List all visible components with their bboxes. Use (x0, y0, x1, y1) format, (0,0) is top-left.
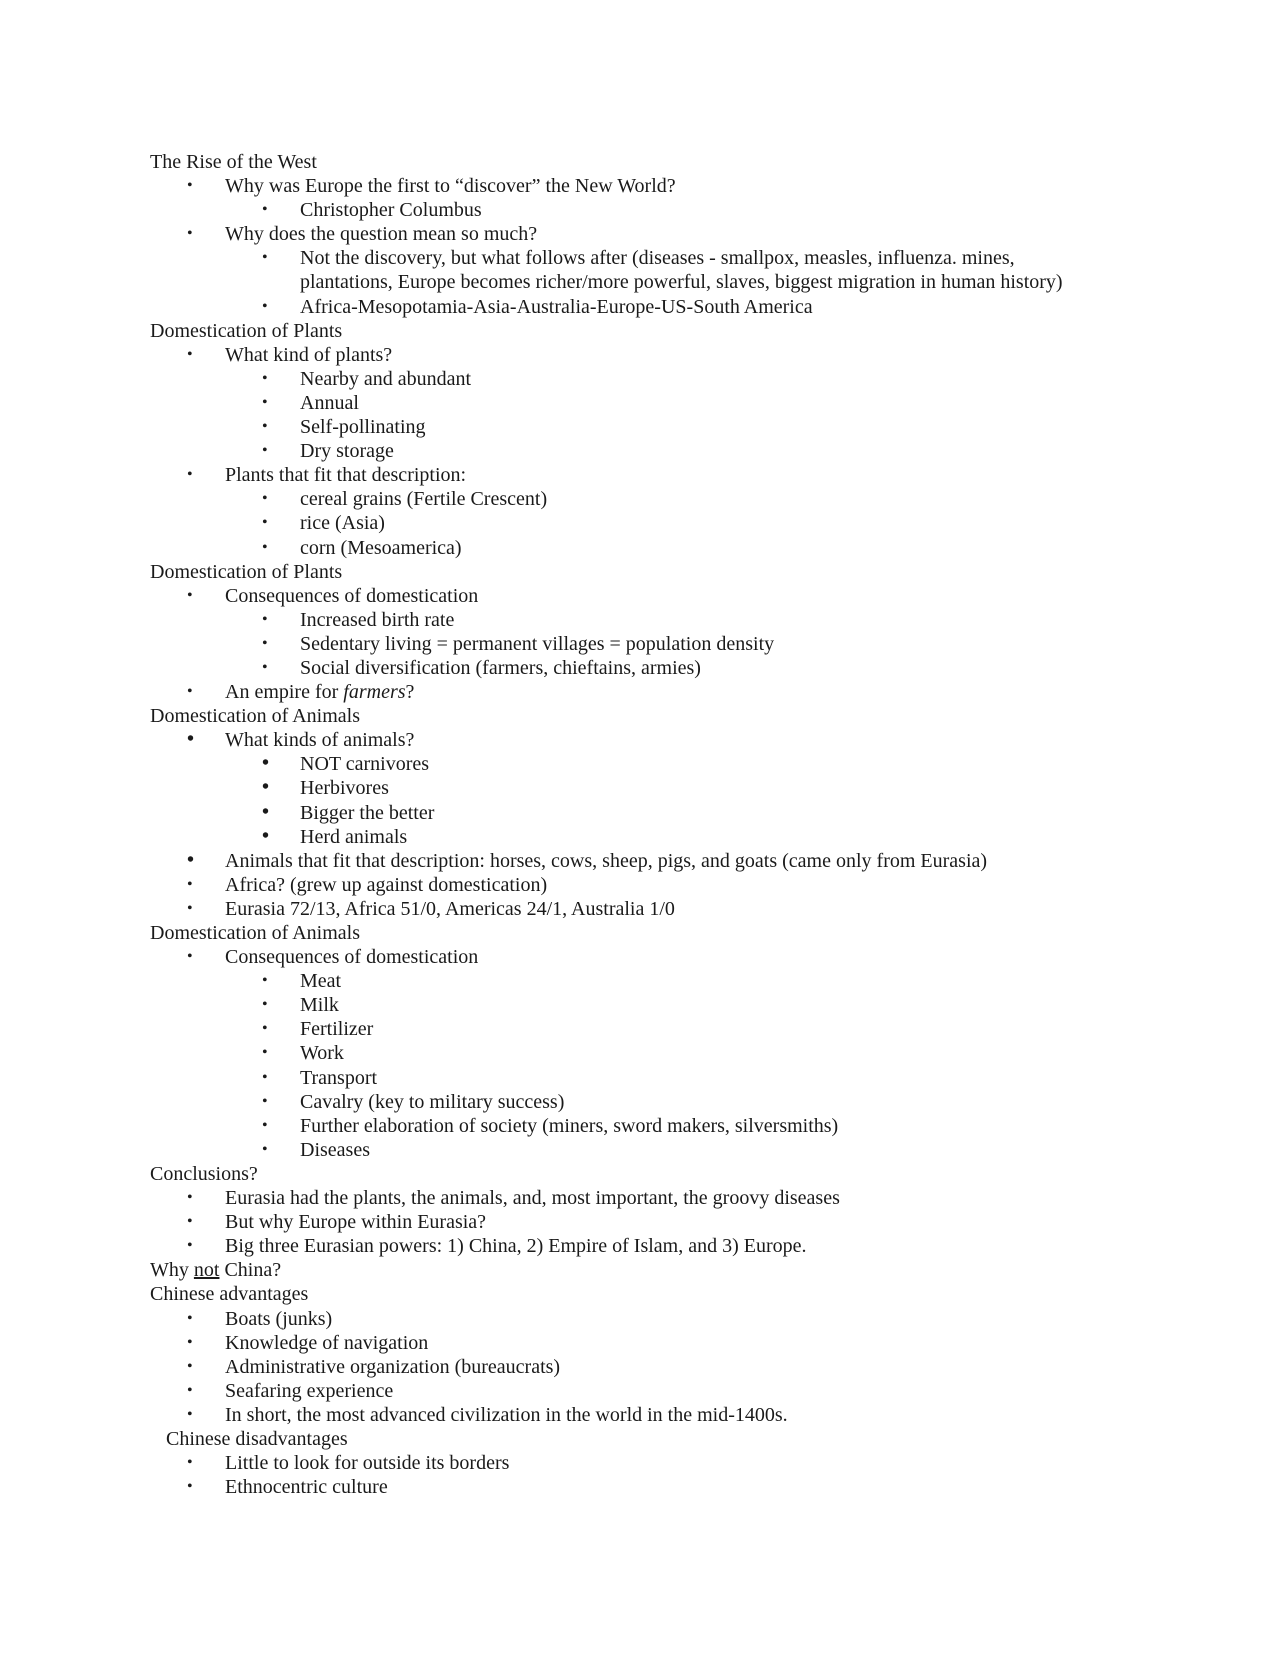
bullet-icon: • (187, 1454, 193, 1472)
bullet-icon: • (187, 1405, 193, 1423)
line-text: Conclusions? (150, 1162, 258, 1185)
sub-bullet-item (150, 1041, 1150, 1065)
line-text: The Rise of the West (150, 151, 317, 173)
bullet-icon: • (262, 1140, 268, 1158)
bullet-icon: • (262, 800, 270, 823)
bullet-item (150, 849, 1150, 873)
line-text: Social diversification (farmers, chieftains, armies) (300, 656, 701, 679)
line-text: Domestication of Animals (150, 705, 360, 728)
line-text: Dry storage (300, 440, 394, 463)
line-text: Big three Eurasian powers: 1) China, 2) Empire of Islam, and 3) Europe. (225, 1235, 807, 1258)
bullet-item (150, 945, 1150, 969)
line-text: Boats (junks) (225, 1307, 333, 1330)
sub-bullet-item (150, 1138, 1150, 1162)
sub-bullet-item (150, 198, 1150, 222)
bullet-icon: • (262, 824, 270, 847)
bullet-item (150, 680, 1150, 704)
bullet-icon: • (262, 1020, 268, 1038)
bullet-icon: • (187, 875, 193, 893)
section-heading (150, 1162, 1150, 1186)
sub-bullet-item (150, 295, 1150, 319)
bullet-icon: • (262, 752, 270, 775)
sub-bullet-item (150, 1114, 1150, 1138)
line-text: Consequences of domestication (225, 584, 479, 607)
bullet-item (150, 1475, 1150, 1499)
line-text: Ethnocentric culture (225, 1476, 388, 1499)
sub-bullet-item (150, 656, 1150, 680)
bullet-icon: • (262, 1092, 268, 1110)
bullet-item (150, 584, 1150, 608)
bullet-icon: • (262, 369, 268, 387)
section-heading (150, 1258, 1150, 1282)
bullet-item (150, 222, 1150, 246)
line-text: Administrative organization (bureaucrats) (225, 1355, 561, 1378)
sub-bullet-item (150, 270, 1150, 294)
bullet-icon: • (187, 225, 193, 243)
line-text: Self-pollinating (300, 416, 426, 439)
line-text: NOT carnivores (300, 753, 430, 776)
bullet-icon: • (262, 538, 268, 556)
bullet-icon: • (262, 490, 268, 508)
section-heading (150, 1282, 1150, 1306)
bullet-icon: • (187, 1189, 193, 1207)
sub-bullet-item (150, 1017, 1150, 1041)
bullet-item (150, 1331, 1150, 1355)
bullet-icon: • (262, 297, 268, 315)
bullet-item (150, 1403, 1150, 1427)
bullet-icon: • (187, 728, 195, 751)
bullet-icon: • (187, 1333, 193, 1351)
bullet-icon: • (262, 634, 268, 652)
line-text: Africa-Mesopotamia-Asia-Australia-Europe-US-South America (300, 295, 813, 318)
line-text: Increased birth rate (300, 608, 455, 631)
line-text: plantations, Europe becomes richer/more powerful, slaves, biggest migration in human history) (300, 271, 1063, 294)
sub-bullet-item (150, 439, 1150, 463)
bullet-icon: • (187, 586, 193, 604)
line-text: Seafaring experience (225, 1379, 394, 1402)
bullet-icon: • (187, 1237, 193, 1255)
bullet-icon: • (187, 1478, 193, 1496)
bullet-icon: • (187, 848, 195, 871)
bullet-icon: • (187, 345, 193, 363)
bullet-icon: • (262, 514, 268, 532)
line-text: Not the discovery, but what follows after (diseases - smallpox, measles, influenza. mines, (300, 247, 1015, 270)
document-body (150, 150, 1150, 1499)
bullet-item (150, 1307, 1150, 1331)
line-text: Eurasia 72/13, Africa 51/0, Americas 24/1, Australia 1/0 (225, 897, 675, 920)
line-text: But why Europe within Eurasia? (225, 1211, 487, 1234)
bullet-item (150, 897, 1150, 921)
line-text: Fertilizer (300, 1018, 374, 1041)
bullet-item (150, 463, 1150, 487)
bullet-icon: • (262, 996, 268, 1014)
bullet-item (150, 1210, 1150, 1234)
section-heading (150, 921, 1150, 945)
sub-bullet-item (150, 511, 1150, 535)
line-text: Bigger the better (300, 801, 435, 824)
section-heading (150, 560, 1150, 584)
sub-bullet-item (150, 752, 1150, 776)
line-text: An empire for (225, 681, 344, 704)
line-text: Consequences of domestication (225, 946, 479, 969)
sub-bullet-item (150, 1066, 1150, 1090)
bullet-icon: • (187, 1357, 193, 1375)
bullet-icon: • (262, 1116, 268, 1134)
line-text: What kind of plants? (225, 343, 393, 366)
bullet-icon: • (187, 683, 193, 701)
line-text: Cavalry (key to military success) (300, 1090, 565, 1113)
bullet-item (150, 1355, 1150, 1379)
underlined-text: not (193, 1259, 220, 1282)
bullet-item (150, 1186, 1150, 1210)
bullet-icon: • (187, 1213, 193, 1231)
bullet-icon: • (262, 201, 268, 219)
bullet-icon: • (187, 899, 193, 917)
line-text-tail: ? (405, 681, 415, 704)
line-text: Sedentary living = permanent villages = population density (300, 632, 775, 655)
bullet-item (150, 1451, 1150, 1475)
bullet-item (150, 174, 1150, 198)
line-text: Africa? (grew up against domestication) (225, 873, 548, 896)
line-text: rice (Asia) (300, 512, 385, 535)
line-text: What kinds of animals? (225, 729, 415, 752)
bullet-item (150, 343, 1150, 367)
bullet-item (150, 728, 1150, 752)
sub-bullet-item (150, 367, 1150, 391)
sub-bullet-item (150, 632, 1150, 656)
line-text: Transport (300, 1066, 378, 1089)
section-heading (150, 319, 1150, 343)
line-text: Domestication of Plants (150, 319, 343, 342)
line-text: Chinese advantages (150, 1283, 309, 1306)
bullet-icon: • (262, 776, 270, 799)
line-text: cereal grains (Fertile Crescent) (300, 488, 548, 511)
bullet-icon: • (262, 972, 268, 990)
bullet-icon: • (262, 610, 268, 628)
bullet-icon: • (187, 177, 193, 195)
line-text: Meat (300, 970, 342, 993)
line-text: Herbivores (300, 777, 389, 800)
sub-bullet-item (150, 608, 1150, 632)
line-text: In short, the most advanced civilization in the world in the mid-1400s. (225, 1403, 788, 1426)
sub-bullet-item (150, 536, 1150, 560)
bullet-icon: • (262, 418, 268, 436)
line-text: Plants that fit that description: (225, 464, 467, 487)
line-text: Annual (300, 391, 359, 414)
line-text: Eurasia had the plants, the animals, and, most important, the groovy diseases (225, 1187, 840, 1210)
line-text: Chinese disadvantages (166, 1427, 348, 1450)
line-text: Further elaboration of society (miners, sword makers, silversmiths) (300, 1114, 839, 1137)
bullet-icon: • (262, 393, 268, 411)
bullet-item (150, 1379, 1150, 1403)
bullet-icon: • (187, 1381, 193, 1399)
bullet-icon: • (187, 948, 193, 966)
line-text: Diseases (300, 1138, 370, 1161)
line-text: Milk (300, 994, 339, 1017)
section-heading (150, 150, 1150, 174)
line-text-tail: China? (219, 1259, 282, 1282)
line-text: Nearby and abundant (300, 367, 472, 390)
section-heading (150, 704, 1150, 728)
sub-bullet-item (150, 993, 1150, 1017)
sub-bullet-item (150, 801, 1150, 825)
line-text: Little to look for outside its borders (225, 1452, 510, 1475)
line-text: Knowledge of navigation (225, 1331, 429, 1354)
bullet-item (150, 1234, 1150, 1258)
sub-bullet-item (150, 415, 1150, 439)
sub-bullet-item (150, 1090, 1150, 1114)
bullet-icon: • (262, 442, 268, 460)
bullet-icon: • (187, 466, 193, 484)
sub-bullet-item (150, 391, 1150, 415)
line-text: corn (Mesoamerica) (300, 536, 462, 559)
line-text: Why (150, 1259, 194, 1282)
sub-bullet-item (150, 487, 1150, 511)
emphasis-text: farmers (343, 681, 406, 704)
line-text: Christopher Columbus (300, 199, 482, 222)
line-text: Domestication of Animals (150, 922, 360, 944)
bullet-item (150, 873, 1150, 897)
sub-bullet-item (150, 825, 1150, 849)
line-text: Animals that fit that description: horses, cows, sheep, pigs, and goats (came only from Eurasia) (225, 849, 988, 872)
sub-bullet-item (150, 969, 1150, 993)
line-text: Domestication of Plants (150, 560, 343, 583)
sub-bullet-item (150, 776, 1150, 800)
line-text: Why does the question mean so much? (225, 223, 538, 246)
line-text: Why was Europe the first to “discover” the New World? (225, 175, 676, 198)
line-text: Herd animals (300, 825, 408, 848)
bullet-icon: • (187, 1309, 193, 1327)
bullet-icon: • (262, 658, 268, 676)
sub-bullet-item (150, 246, 1150, 270)
bullet-icon: • (262, 1044, 268, 1062)
bullet-icon: • (262, 1068, 268, 1086)
section-heading (150, 1427, 1150, 1451)
line-text: Work (300, 1042, 344, 1065)
bullet-icon: • (262, 249, 268, 267)
